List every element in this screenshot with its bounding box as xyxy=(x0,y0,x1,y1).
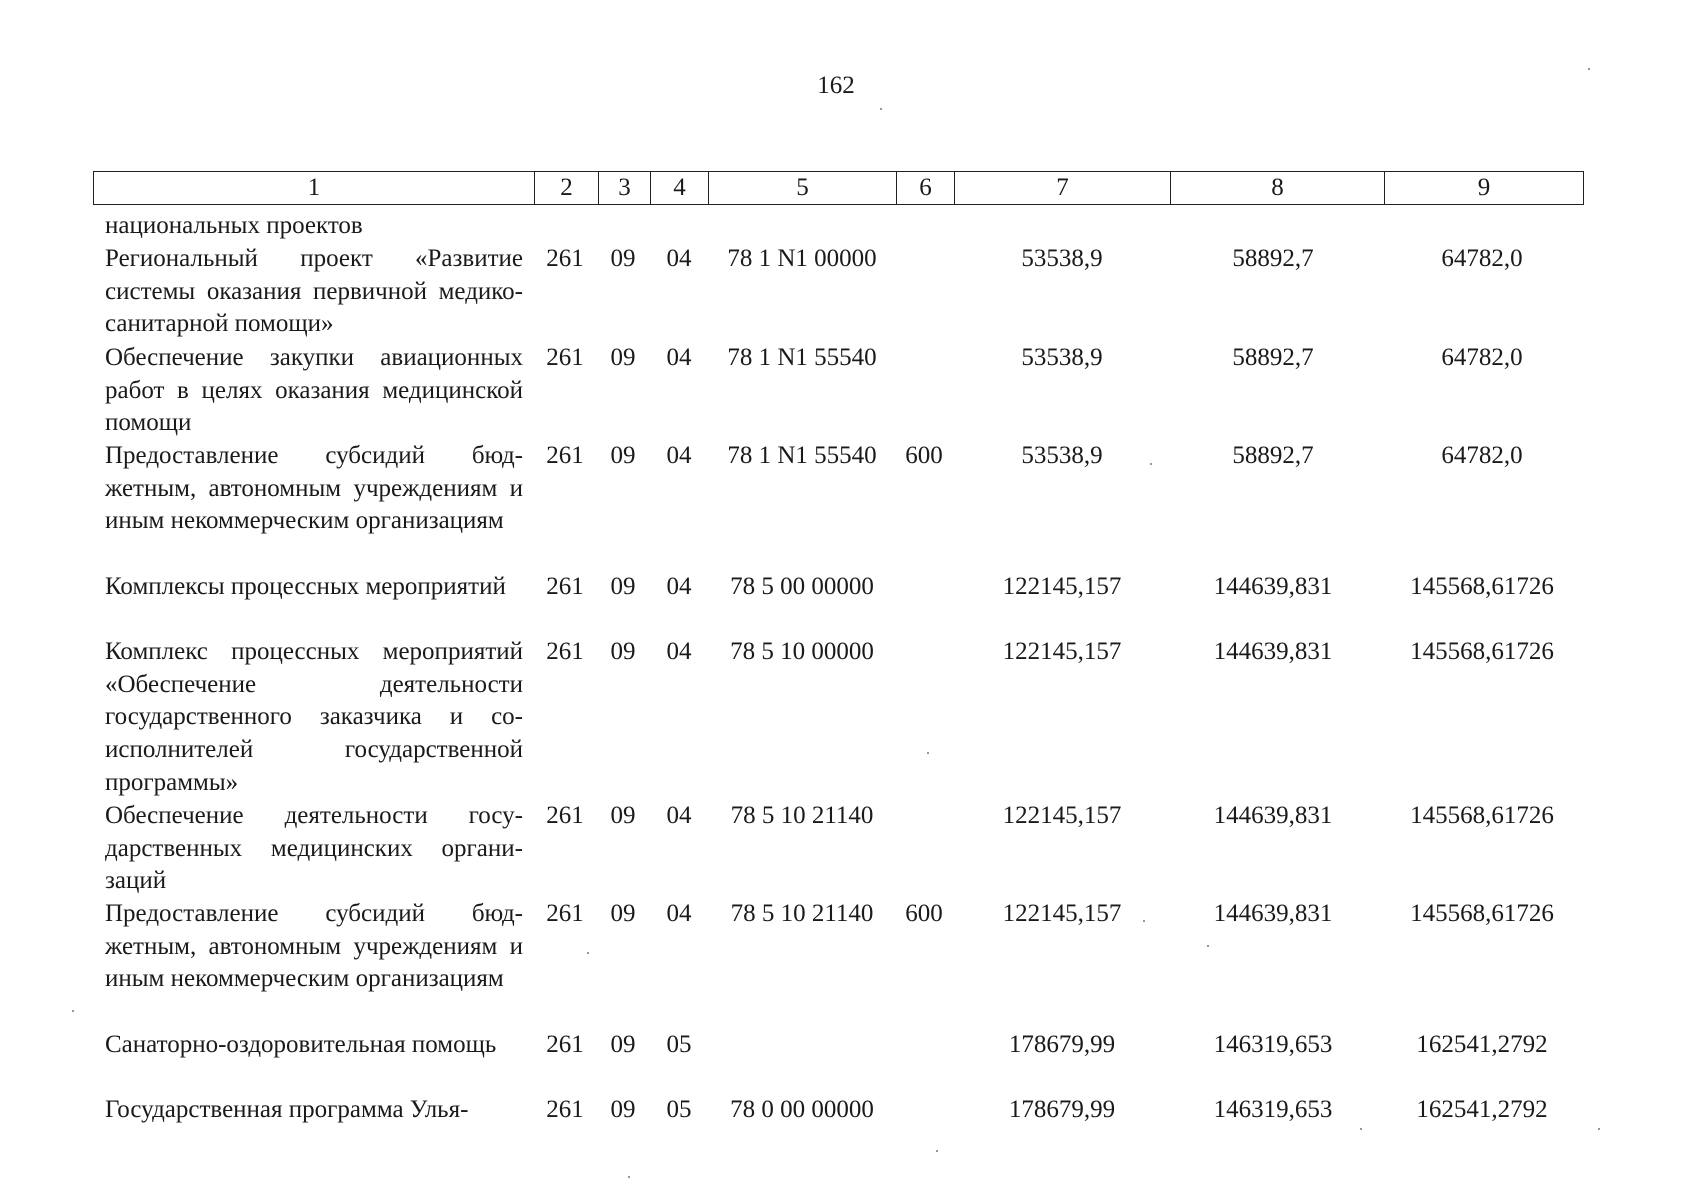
row-description: Обеспечение деятельности государственных медицинских организаций xyxy=(105,802,523,895)
header-col-8: 8 xyxy=(1171,172,1385,205)
cell-col-9: 64782,0 xyxy=(1441,245,1523,272)
cell-col-8: 58892,7 xyxy=(1232,344,1314,371)
cell-col-2: 261 xyxy=(546,344,584,371)
cell-col-9: 145568,61726 xyxy=(1410,900,1554,927)
row-description: Государственная программа Улья- xyxy=(105,1096,469,1123)
header-col-7: 7 xyxy=(955,172,1171,205)
scan-speck xyxy=(927,752,929,754)
header-col-3: 3 xyxy=(599,172,651,205)
row-description: Санаторно-оздоровительная помощь xyxy=(105,1031,497,1058)
cell-col-9: 145568,61726 xyxy=(1410,573,1554,600)
row-description: Комплекс процессных мероприятий «Обеспечение деятельности государственного заказчика и соисполнителей государственной программы» xyxy=(105,638,523,796)
row-description: Предоставление субсидий бюджетным, автономным учреждениям и иным некоммерческим организациям xyxy=(105,900,523,993)
header-col-6: 6 xyxy=(897,172,955,205)
cell-col-5: 78 5 10 21140 xyxy=(730,802,874,829)
cell-col-2: 261 xyxy=(546,638,584,665)
cell-col-3: 09 xyxy=(610,1031,636,1058)
cell-col-4: 04 xyxy=(666,245,692,272)
row-description: Предоставление субсидий бюджетным, автономным учреждениям и иным некоммерческим организациям xyxy=(105,442,523,535)
cell-col-4: 04 xyxy=(666,802,692,829)
column-header-table xyxy=(93,171,1584,205)
cell-col-5: 78 1 N1 00000 xyxy=(727,245,877,272)
cell-col-5: 78 0 00 00000 xyxy=(730,1096,874,1123)
cell-col-6: 600 xyxy=(905,900,943,927)
cell-col-5: 78 5 00 00000 xyxy=(730,573,874,600)
cell-col-4: 04 xyxy=(666,344,692,371)
scan-speck xyxy=(1207,945,1209,947)
row-description: Обеспечение закупки авиационных работ в целях оказания медицинской помощи xyxy=(105,344,523,437)
cell-col-7: 122145,157 xyxy=(1002,638,1122,665)
scan-speck xyxy=(1588,68,1590,70)
cell-col-7: 53538,9 xyxy=(1021,442,1103,469)
cell-col-5: 78 5 10 21140 xyxy=(730,900,874,927)
cell-col-3: 09 xyxy=(610,638,636,665)
cell-col-8: 58892,7 xyxy=(1232,245,1314,272)
cell-col-7: 122145,157 xyxy=(1002,573,1122,600)
row-description: Комплексы процессных мероприятий xyxy=(105,573,506,600)
scan-speck xyxy=(587,952,589,954)
scan-speck xyxy=(1598,1128,1600,1130)
row-description: Региональный проект «Развитие системы оказания первичной медико-санитарной помощи» xyxy=(105,245,523,338)
page-number: 162 xyxy=(817,72,855,99)
cell-col-3: 09 xyxy=(610,1096,636,1123)
header-col-1: 1 xyxy=(94,172,535,205)
cell-col-4: 04 xyxy=(666,442,692,469)
cell-col-4: 04 xyxy=(666,900,692,927)
cell-col-8: 144639,831 xyxy=(1213,573,1333,600)
header-col-4: 4 xyxy=(651,172,709,205)
cell-col-2: 261 xyxy=(546,900,584,927)
cell-col-4: 04 xyxy=(666,573,692,600)
scan-speck xyxy=(1360,1128,1362,1130)
header-row xyxy=(94,172,1584,205)
cell-col-2: 261 xyxy=(546,442,584,469)
cell-col-2: 261 xyxy=(546,245,584,272)
row-description: национальных проектов xyxy=(105,212,363,239)
header-col-5: 5 xyxy=(709,172,897,205)
cell-col-3: 09 xyxy=(610,344,636,371)
cell-col-9: 162541,2792 xyxy=(1416,1096,1548,1123)
cell-col-3: 09 xyxy=(610,245,636,272)
scan-speck xyxy=(628,1176,630,1178)
scan-speck xyxy=(1150,463,1152,465)
cell-col-5: 78 5 10 00000 xyxy=(730,638,874,665)
cell-col-8: 144639,831 xyxy=(1213,802,1333,829)
scan-speck xyxy=(1143,920,1145,922)
scan-speck xyxy=(880,108,882,110)
cell-col-9: 64782,0 xyxy=(1441,344,1523,371)
scan-speck xyxy=(936,1150,938,1152)
cell-col-9: 145568,61726 xyxy=(1410,802,1554,829)
cell-col-5: 78 1 N1 55540 xyxy=(727,442,877,469)
cell-col-7: 178679,99 xyxy=(1008,1096,1116,1123)
cell-col-3: 09 xyxy=(610,802,636,829)
cell-col-4: 04 xyxy=(666,638,692,665)
cell-col-4: 05 xyxy=(666,1031,692,1058)
cell-col-8: 58892,7 xyxy=(1232,442,1314,469)
cell-col-9: 145568,61726 xyxy=(1410,638,1554,665)
cell-col-3: 09 xyxy=(610,900,636,927)
cell-col-6: 600 xyxy=(905,442,943,469)
header-col-9: 9 xyxy=(1385,172,1584,205)
cell-col-4: 05 xyxy=(666,1096,692,1123)
cell-col-7: 122145,157 xyxy=(1002,802,1122,829)
cell-col-7: 122145,157 xyxy=(1002,900,1122,927)
cell-col-8: 144639,831 xyxy=(1213,638,1333,665)
scan-speck xyxy=(72,1010,74,1012)
cell-col-2: 261 xyxy=(546,1096,584,1123)
cell-col-9: 162541,2792 xyxy=(1416,1031,1548,1058)
cell-col-2: 261 xyxy=(546,1031,584,1058)
cell-col-2: 261 xyxy=(546,573,584,600)
cell-col-3: 09 xyxy=(610,573,636,600)
cell-col-2: 261 xyxy=(546,802,584,829)
cell-col-8: 146319,653 xyxy=(1213,1031,1333,1058)
cell-col-9: 64782,0 xyxy=(1441,442,1523,469)
cell-col-3: 09 xyxy=(610,442,636,469)
cell-col-7: 53538,9 xyxy=(1021,344,1103,371)
cell-col-7: 53538,9 xyxy=(1021,245,1103,272)
header-col-2: 2 xyxy=(535,172,599,205)
cell-col-7: 178679,99 xyxy=(1008,1031,1116,1058)
cell-col-8: 146319,653 xyxy=(1213,1096,1333,1123)
cell-col-8: 144639,831 xyxy=(1213,900,1333,927)
cell-col-5: 78 1 N1 55540 xyxy=(727,344,877,371)
